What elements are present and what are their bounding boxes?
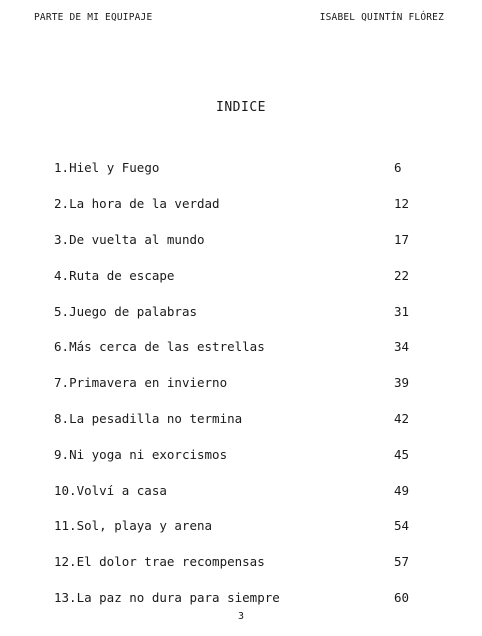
toc-entry-number: 8. <box>54 410 70 426</box>
toc-entry-number: 2. <box>54 196 70 212</box>
toc-entry-page: 49 <box>394 482 410 498</box>
toc-entry-page: 45 <box>394 446 410 462</box>
toc-entry <box>54 365 434 401</box>
toc-entry-page: 39 <box>394 375 410 391</box>
toc-entry-title: Más cerca de las estrellas <box>69 339 265 355</box>
toc-entry <box>54 186 434 222</box>
toc-entry-title: Ruta de escape <box>69 267 175 283</box>
toc-entry-title: Sol, playa y arena <box>76 518 213 534</box>
toc-entry-number: 6. <box>54 339 70 355</box>
toc-entry-number: 10. <box>54 482 77 498</box>
toc-entry-title: El dolor trae recompensas <box>76 554 265 570</box>
toc-entry-number: 4. <box>54 267 70 283</box>
toc-entry-number: 7. <box>54 375 70 391</box>
toc-entry-number: 9. <box>54 446 70 462</box>
toc-entry-page: 6 <box>394 160 402 176</box>
running-header-author: ISABEL QUINTÍN FLÓREZ <box>319 12 444 23</box>
toc-entry-number: 5. <box>54 303 70 319</box>
toc-entry-title: Volví a casa <box>76 482 167 498</box>
toc-entry-page: 12 <box>394 196 410 212</box>
toc-entry-title: La hora de la verdad <box>69 196 220 212</box>
toc-entry-page: 57 <box>394 554 410 570</box>
toc-entry-page: 22 <box>394 267 410 283</box>
toc-entry-number: 13. <box>54 589 77 605</box>
toc-entry-title: Primavera en invierno <box>69 375 228 391</box>
toc-entry <box>54 544 434 580</box>
toc-entry <box>54 508 434 544</box>
toc-entry <box>54 150 434 186</box>
page-title: INDICE <box>216 100 266 115</box>
toc-entry-page: 17 <box>394 231 410 247</box>
toc-entry-page: 54 <box>394 518 410 534</box>
toc-entry <box>54 329 434 365</box>
table-of-contents <box>54 150 434 615</box>
running-header-book-title: PARTE DE MI EQUIPAJE <box>34 12 153 23</box>
toc-entry-title: La pesadilla no termina <box>69 410 243 426</box>
toc-entry-number: 12. <box>54 554 77 570</box>
toc-entry <box>54 436 434 472</box>
toc-entry-page: 34 <box>394 339 410 355</box>
toc-entry-page: 42 <box>394 410 410 426</box>
page-number: 3 <box>237 611 245 622</box>
toc-entry-number: 11. <box>54 518 77 534</box>
toc-entry <box>54 401 434 437</box>
toc-entry-title: Juego de palabras <box>69 303 197 319</box>
toc-entry-title: Ni yoga ni exorcismos <box>69 446 228 462</box>
toc-entry <box>54 257 434 293</box>
toc-entry-title: Hiel y Fuego <box>69 160 160 176</box>
toc-entry <box>54 580 434 616</box>
toc-entry <box>54 472 434 508</box>
toc-entry-title: De vuelta al mundo <box>69 231 205 247</box>
toc-entry <box>54 293 434 329</box>
toc-entry-number: 3. <box>54 231 70 247</box>
toc-entry-number: 1. <box>54 160 70 176</box>
toc-entry-page: 31 <box>394 303 410 319</box>
toc-entry-title: La paz no dura para siempre <box>76 589 280 605</box>
toc-entry-page: 60 <box>394 589 410 605</box>
toc-entry <box>54 222 434 258</box>
